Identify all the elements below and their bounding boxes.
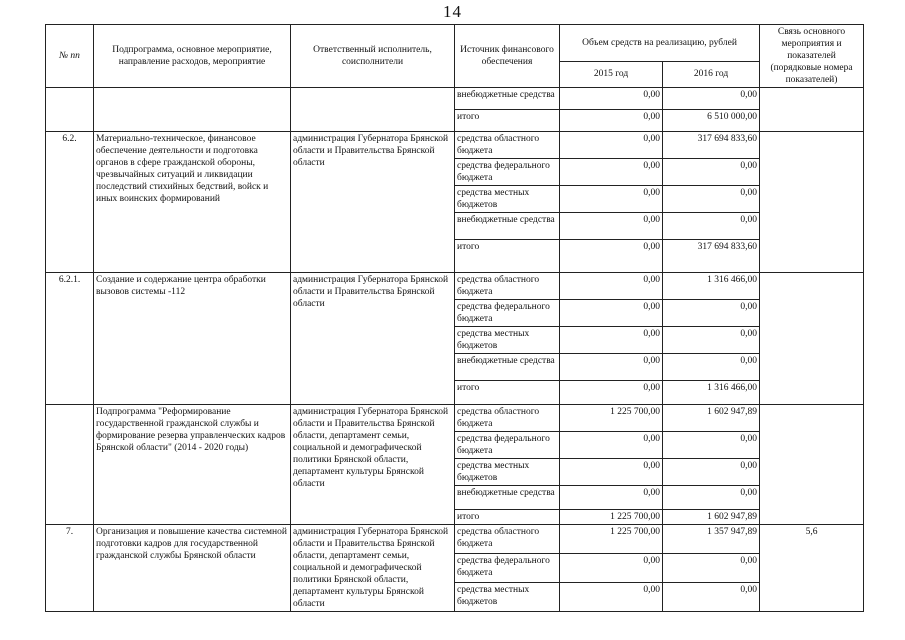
cell-executor: администрация Губернатора Брянской области и Правительства Брянской области, департамент семьи, социальной и демографической политики Брянской области, департамент культуры Брянской области: [291, 405, 455, 525]
cell-source: внебюджетные средства: [455, 354, 560, 381]
cell-link: 5,6: [760, 525, 864, 612]
cell-2016: 0,00: [663, 486, 760, 510]
table-row: [46, 525, 864, 554]
cell-executor: администрация Губернатора Брянской области и Правительства Брянской области: [291, 273, 455, 405]
cell-source: внебюджетные средства: [455, 486, 560, 510]
cell-name: [94, 88, 291, 132]
cell-source: средства областного бюджета: [455, 273, 560, 300]
cell-2016: 317 694 833,60: [663, 132, 760, 159]
cell-source: средства местных бюджетов: [455, 186, 560, 213]
cell-executor: [291, 88, 455, 132]
cell-2015: 1 225 700,00: [560, 525, 663, 554]
cell-2016: 0,00: [663, 327, 760, 354]
cell-2015: 0,00: [560, 381, 663, 405]
cell-2015: 0,00: [560, 354, 663, 381]
cell-2016: 0,00: [663, 554, 760, 583]
header-2016: 2016 год: [663, 61, 760, 87]
cell-2016: 0,00: [663, 459, 760, 486]
cell-2016: 1 357 947,89: [663, 525, 760, 554]
cell-source: средства федерального бюджета: [455, 554, 560, 583]
table-row: [46, 273, 864, 300]
cell-no: [46, 88, 94, 132]
cell-2015: 0,00: [560, 159, 663, 186]
cell-no: 7.: [46, 525, 94, 612]
cell-2016: 0,00: [663, 432, 760, 459]
header-2015: 2015 год: [560, 61, 663, 87]
cell-2015: 0,00: [560, 110, 663, 132]
cell-2016: 6 510 000,00: [663, 110, 760, 132]
cell-source: итого: [455, 240, 560, 273]
cell-link: [760, 273, 864, 405]
cell-source: итого: [455, 381, 560, 405]
cell-source: средства местных бюджетов: [455, 583, 560, 612]
cell-2015: 0,00: [560, 327, 663, 354]
cell-2016: 0,00: [663, 583, 760, 612]
table-row: [46, 405, 864, 432]
page-number: 14: [443, 2, 462, 21]
table-row: [46, 132, 864, 159]
cell-source: средства областного бюджета: [455, 132, 560, 159]
cell-2016: 0,00: [663, 213, 760, 240]
header-link: Связь основного мероприятия и показателей (порядковые номера показателей): [760, 25, 864, 88]
table-row: [46, 88, 864, 110]
cell-2016: 1 316 466,00: [663, 381, 760, 405]
cell-name: Материально-техническое, финансовое обеспечение деятельности и подготовка органов в сфере гражданской обороны, чрезвычайных ситуаций и ликвидации последствий стихийных бедствий, войск и иных воинских формирований: [94, 132, 291, 273]
cell-2015: 0,00: [560, 432, 663, 459]
cell-source: внебюджетные средства: [455, 213, 560, 240]
cell-source: средства областного бюджета: [455, 405, 560, 432]
cell-2015: 0,00: [560, 273, 663, 300]
cell-source: средства областного бюджета: [455, 525, 560, 554]
cell-link: [760, 405, 864, 525]
budget-table: [45, 24, 864, 612]
cell-executor: администрация Губернатора Брянской области и Правительства Брянской области: [291, 132, 455, 273]
cell-2016: 0,00: [663, 300, 760, 327]
cell-source: итого: [455, 110, 560, 132]
cell-name: Подпрограмма "Реформирование государственной гражданской службы и формирование резерва управленческих кадров Брянской области" (2014 - 2020 годы): [94, 405, 291, 525]
header-volume: Объем средств на реализацию, рублей: [560, 25, 760, 62]
cell-2015: 0,00: [560, 186, 663, 213]
cell-no: [46, 405, 94, 525]
cell-2015: 0,00: [560, 459, 663, 486]
header-subprogram: Подпрограмма, основное мероприятие, направление расходов, мероприятие: [94, 25, 291, 88]
cell-executor: администрация Губернатора Брянской области и Правительства Брянской области, департамент семьи, социальной и демографической политики Брянской области, департамент культуры Брянской области: [291, 525, 455, 612]
cell-2015: 1 225 700,00: [560, 405, 663, 432]
cell-2015: 1 225 700,00: [560, 510, 663, 525]
cell-no: 6.2.: [46, 132, 94, 273]
cell-2015: 0,00: [560, 486, 663, 510]
table-header: [46, 25, 864, 88]
cell-source: итого: [455, 510, 560, 525]
cell-source: средства федерального бюджета: [455, 159, 560, 186]
cell-name: Организация и повышение качества системной подготовки кадров для государственной гражданской службы Брянской области: [94, 525, 291, 612]
cell-2015: 0,00: [560, 88, 663, 110]
cell-source: внебюджетные средства: [455, 88, 560, 110]
cell-2015: 0,00: [560, 240, 663, 273]
cell-2016: 0,00: [663, 186, 760, 213]
cell-2015: 0,00: [560, 554, 663, 583]
cell-2016: 1 602 947,89: [663, 510, 760, 525]
cell-2015: 0,00: [560, 213, 663, 240]
header-executor: Ответственный исполнитель, соисполнители: [291, 25, 455, 88]
cell-2016: 0,00: [663, 354, 760, 381]
cell-source: средства местных бюджетов: [455, 327, 560, 354]
cell-2016: 1 602 947,89: [663, 405, 760, 432]
header-source: Источник финансового обеспечения: [455, 25, 560, 88]
cell-2016: 317 694 833,60: [663, 240, 760, 273]
table-body: [46, 88, 864, 612]
cell-no: 6.2.1.: [46, 273, 94, 405]
cell-2016: 1 316 466,00: [663, 273, 760, 300]
cell-2015: 0,00: [560, 132, 663, 159]
cell-name: Создание и содержание центра обработки вызовов системы -112: [94, 273, 291, 405]
cell-2015: 0,00: [560, 300, 663, 327]
cell-link: [760, 132, 864, 273]
cell-2016: 0,00: [663, 88, 760, 110]
cell-source: средства местных бюджетов: [455, 459, 560, 486]
cell-2016: 0,00: [663, 159, 760, 186]
cell-link: [760, 88, 864, 132]
cell-2015: 0,00: [560, 583, 663, 612]
header-no: № пп: [46, 25, 94, 88]
cell-source: средства федерального бюджета: [455, 432, 560, 459]
cell-source: средства федерального бюджета: [455, 300, 560, 327]
